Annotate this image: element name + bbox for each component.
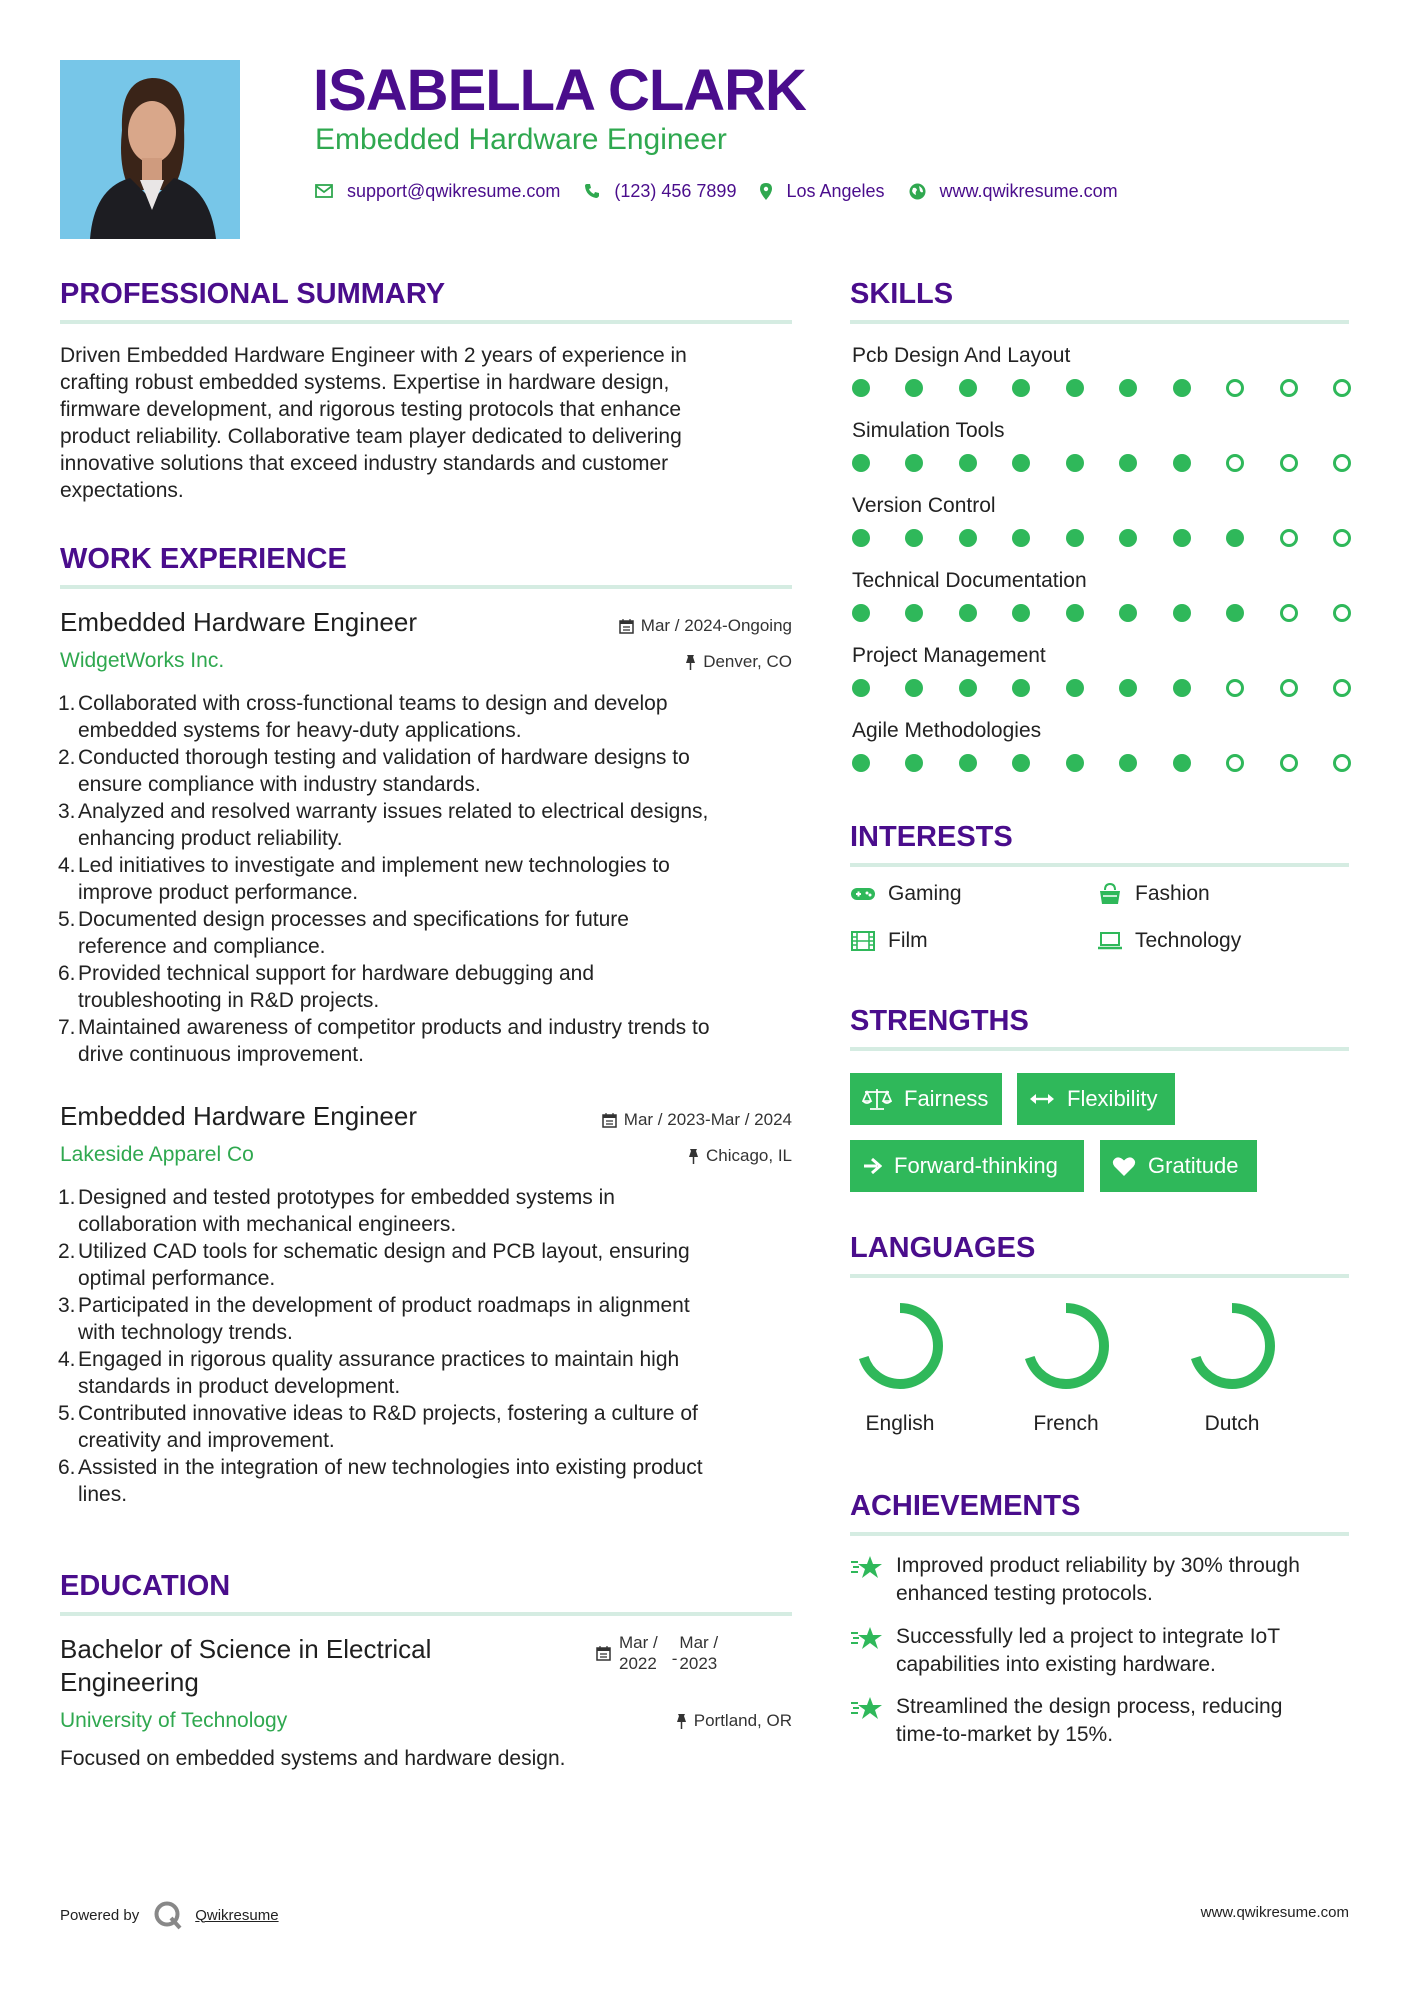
job-location-text: Chicago, IL — [706, 1146, 792, 1165]
list-item: 2. Conducted thorough testing and validation of hardware designs to ensure compliance with industry standards. — [58, 746, 690, 796]
footer-powered-by — [60, 1900, 279, 1930]
calendar-icon — [619, 619, 634, 634]
education-description: Focused on embedded systems and hardware design. — [60, 1747, 566, 1770]
job-location — [470, 652, 792, 672]
powered-by-text: Powered by — [60, 1906, 140, 1924]
summary-line: crafting robust embedded systems. Expertise in hardware design, — [60, 371, 670, 394]
skill-rating — [852, 679, 1351, 699]
interest-film — [850, 929, 928, 953]
skill-rating — [852, 604, 1351, 624]
school-name: University of Technology — [60, 1709, 288, 1732]
rating-dot-filled — [852, 379, 870, 397]
list-item: 5. Documented design processes and specifications for future reference and compliance. — [58, 908, 629, 958]
rating-dot-filled — [905, 379, 923, 397]
contact-email[interactable]: support@qwikresume.com — [347, 180, 561, 201]
job-bullets — [60, 690, 805, 1068]
rating-dot-filled — [1066, 754, 1084, 772]
phone-icon — [584, 183, 600, 199]
globe-icon — [909, 183, 926, 200]
language-name: French — [1033, 1412, 1099, 1435]
rating-dot-filled — [1226, 529, 1244, 547]
language-name: English — [865, 1412, 935, 1435]
rating-dot-filled — [1119, 379, 1137, 397]
interest-label: Film — [888, 929, 928, 952]
rating-dot-empty — [1226, 754, 1244, 772]
languages-divider — [850, 1274, 1349, 1278]
strengths-divider — [850, 1047, 1349, 1051]
list-item: 6. Provided technical support for hardware debugging and troubleshooting in R&D projects. — [58, 962, 595, 1012]
profile-photo — [60, 60, 240, 239]
rating-dot-empty — [1333, 679, 1351, 697]
skill-name: Project Management — [852, 644, 1046, 667]
pushpin-icon — [688, 1149, 699, 1164]
rating-dot-filled — [959, 379, 977, 397]
degree-line: Engineering — [60, 1667, 199, 1697]
languages-heading: LANGUAGES — [850, 1232, 1036, 1264]
skills-heading: SKILLS — [850, 278, 954, 310]
achievement-text: Successfully led a project to integrate IoT capabilities into existing hardware. — [896, 1625, 1281, 1676]
language-ring — [850, 1296, 950, 1396]
rating-dot-empty — [1333, 454, 1351, 472]
education-date — [596, 1632, 718, 1674]
envelope-icon — [315, 184, 333, 198]
rating-dot-filled — [1066, 679, 1084, 697]
job-date — [470, 616, 792, 636]
skill-name: Pcb Design And Layout — [852, 344, 1071, 367]
rating-dot-filled — [905, 454, 923, 472]
job-date — [470, 1110, 792, 1130]
shopping-bag-icon — [1097, 882, 1123, 906]
rating-dot-filled — [852, 754, 870, 772]
star-icon — [850, 1695, 884, 1749]
list-item: 1. Collaborated with cross-functional teams to design and develop embedded systems for heavy-duty applications. — [58, 692, 668, 742]
job-date-text: Mar / 2024-Ongoing — [640, 616, 792, 635]
rating-dot-filled — [1012, 454, 1030, 472]
interest-gaming — [850, 882, 962, 906]
job-bullets — [60, 1184, 805, 1508]
strengths-heading: STRENGTHS — [850, 1005, 1029, 1037]
rating-dot-filled — [1066, 529, 1084, 547]
skill-row — [852, 567, 1351, 642]
list-item: 5. Contributed innovative ideas to R&D projects, fostering a culture of creativity and improvement. — [58, 1402, 698, 1452]
rating-dot-filled — [1173, 379, 1191, 397]
summary-heading: PROFESSIONAL SUMMARY — [60, 278, 446, 310]
skills-list — [852, 342, 1351, 792]
degree-title — [60, 1633, 431, 1699]
job-company: WidgetWorks Inc. — [60, 649, 225, 672]
strength-label: Fairness — [904, 1086, 989, 1111]
experience-divider — [60, 585, 792, 589]
footer-url[interactable]: www.qwikresume.com — [1200, 1904, 1349, 1921]
skill-row — [852, 342, 1351, 417]
list-item: 4. Led initiatives to investigate and implement new technologies to improve product performance. — [58, 854, 670, 904]
skill-row — [852, 717, 1351, 792]
language-item — [1172, 1296, 1292, 1436]
rating-dot-filled — [1012, 379, 1030, 397]
rating-dot-filled — [1012, 529, 1030, 547]
interest-label: Technology — [1135, 929, 1242, 952]
candidate-role: Embedded Hardware Engineer — [315, 123, 727, 156]
rating-dot-filled — [852, 529, 870, 547]
star-icon — [850, 1625, 884, 1679]
date-separator: - — [671, 1649, 678, 1668]
rating-dot-empty — [1280, 679, 1298, 697]
strength-tag-gratitude — [1100, 1140, 1257, 1192]
list-item: 6. Assisted in the integration of new technologies into existing product lines. — [58, 1456, 703, 1506]
rating-dot-filled — [959, 529, 977, 547]
pushpin-icon — [676, 1714, 687, 1729]
rating-dot-filled — [852, 604, 870, 622]
achievement-text: Improved product reliability by 30% through enhanced testing protocols. — [896, 1554, 1300, 1605]
rating-dot-empty — [1280, 604, 1298, 622]
achievement-text: Streamlined the design process, reducing time-to-market by 15%. — [896, 1695, 1283, 1746]
rating-dot-filled — [1012, 679, 1030, 697]
language-level-arc — [1194, 1308, 1270, 1384]
map-pin-icon — [760, 183, 772, 200]
gamepad-icon — [850, 882, 876, 906]
list-item: 1. Designed and tested prototypes for embedded systems in collaboration with mechanical engineers. — [58, 1186, 615, 1236]
footer-brand-link[interactable]: Qwikresume — [195, 1906, 279, 1924]
skill-row — [852, 417, 1351, 492]
rating-dot-filled — [905, 754, 923, 772]
rating-dot-filled — [1066, 604, 1084, 622]
balance-scale-icon — [862, 1087, 892, 1111]
rating-dot-filled — [1119, 679, 1137, 697]
star-icon — [850, 1554, 884, 1608]
rating-dot-filled — [959, 754, 977, 772]
strength-tag-fairness — [850, 1073, 1002, 1125]
skill-rating — [852, 754, 1351, 774]
contact-location: Los Angeles — [786, 180, 885, 201]
rating-dot-filled — [1066, 454, 1084, 472]
strength-tag-forward-thinking — [850, 1140, 1084, 1192]
language-ring — [1016, 1296, 1116, 1396]
rating-dot-filled — [1173, 679, 1191, 697]
skill-row — [852, 642, 1351, 717]
degree-line: Bachelor of Science in Electrical — [60, 1634, 432, 1664]
rating-dot-filled — [959, 679, 977, 697]
summary-line: Driven Embedded Hardware Engineer with 2 years of experience in — [60, 344, 687, 367]
rating-dot-filled — [1119, 604, 1137, 622]
summary-line: innovative solutions that exceed industry standards and customer — [60, 452, 669, 475]
interest-fashion — [1097, 882, 1210, 906]
rating-dot-empty — [1226, 379, 1244, 397]
rating-dot-filled — [1012, 604, 1030, 622]
rating-dot-filled — [1119, 454, 1137, 472]
skill-name: Simulation Tools — [852, 419, 1005, 442]
language-item — [1006, 1296, 1126, 1436]
pushpin-icon — [685, 655, 696, 670]
language-name: Dutch — [1204, 1412, 1260, 1435]
job-location-text: Denver, CO — [703, 652, 792, 671]
job-date-text: Mar / 2023-Mar / 2024 — [623, 1110, 792, 1129]
rating-dot-empty — [1226, 454, 1244, 472]
skill-rating — [852, 529, 1351, 549]
interest-label: Gaming — [888, 882, 962, 905]
rating-dot-filled — [1226, 604, 1244, 622]
education-start: Mar / 2022 — [619, 1633, 658, 1673]
strength-tag-flexibility — [1017, 1073, 1175, 1125]
summary-line: expectations. — [60, 479, 184, 502]
strength-label: Gratitude — [1148, 1153, 1239, 1178]
school-location — [470, 1711, 792, 1731]
contact-website[interactable]: www.qwikresume.com — [939, 180, 1118, 201]
rating-dot-filled — [959, 454, 977, 472]
summary-line: product reliability. Collaborative team player dedicated to delivering — [60, 425, 682, 448]
skill-rating — [852, 454, 1351, 474]
language-item — [840, 1296, 960, 1436]
rating-dot-filled — [1173, 529, 1191, 547]
qwikresume-logo-icon — [153, 1900, 183, 1930]
arrows-horizontal-icon — [1029, 1092, 1055, 1106]
rating-dot-empty — [1280, 529, 1298, 547]
rating-dot-empty — [1333, 379, 1351, 397]
language-level-arc — [1028, 1308, 1104, 1384]
rating-dot-filled — [1119, 754, 1137, 772]
summary-divider — [60, 320, 792, 324]
list-item: 3. Analyzed and resolved warranty issues related to electrical designs, enhancing product reliability. — [58, 800, 709, 850]
rating-dot-empty — [1333, 529, 1351, 547]
language-ring — [1182, 1296, 1282, 1396]
skill-row — [852, 492, 1351, 567]
rating-dot-filled — [1173, 754, 1191, 772]
experience-heading: WORK EXPERIENCE — [60, 543, 347, 575]
skill-rating — [852, 379, 1351, 399]
education-divider — [60, 1612, 792, 1616]
strength-label: Flexibility — [1067, 1086, 1158, 1111]
job-title: Embedded Hardware Engineer — [60, 1101, 417, 1131]
job-location — [470, 1146, 792, 1166]
skills-divider — [850, 320, 1349, 324]
interests-heading: INTERESTS — [850, 821, 1013, 853]
rating-dot-filled — [1066, 379, 1084, 397]
summary-line: firmware development, and rigorous testing protocols that enhance — [60, 398, 682, 421]
rating-dot-filled — [905, 604, 923, 622]
interest-technology — [1097, 929, 1241, 953]
education-heading: EDUCATION — [60, 1570, 231, 1602]
rating-dot-empty — [1280, 754, 1298, 772]
skill-name: Version Control — [852, 494, 996, 517]
list-item: 7. Maintained awareness of competitor products and industry trends to drive continuous improvement. — [58, 1016, 710, 1066]
film-icon — [850, 929, 876, 953]
interests-divider — [850, 863, 1349, 867]
achievements-divider — [850, 1532, 1349, 1536]
rating-dot-empty — [1333, 604, 1351, 622]
rating-dot-filled — [959, 604, 977, 622]
language-level-arc — [862, 1308, 938, 1384]
achievements-heading: ACHIEVEMENTS — [850, 1490, 1081, 1522]
school-location-text: Portland, OR — [693, 1711, 792, 1730]
laptop-icon — [1097, 929, 1123, 953]
rating-dot-empty — [1280, 379, 1298, 397]
achievement-item — [850, 1623, 1350, 1679]
achievement-item — [850, 1552, 1350, 1608]
list-item: 4. Engaged in rigorous quality assurance practices to maintain high standards in product development. — [58, 1348, 680, 1398]
summary-text — [60, 342, 800, 504]
strength-label: Forward-thinking — [894, 1153, 1058, 1178]
rating-dot-empty — [1333, 754, 1351, 772]
rating-dot-filled — [905, 529, 923, 547]
skill-name: Agile Methodologies — [852, 719, 1042, 742]
rating-dot-filled — [1173, 454, 1191, 472]
list-item: 2. Utilized CAD tools for schematic design and PCB layout, ensuring optimal performance. — [58, 1240, 690, 1290]
contact-phone[interactable]: (123) 456 7899 — [614, 180, 737, 201]
arrow-right-icon — [862, 1157, 882, 1175]
calendar-icon — [602, 1113, 617, 1128]
rating-dot-filled — [852, 454, 870, 472]
calendar-icon — [596, 1646, 611, 1661]
rating-dot-filled — [1119, 529, 1137, 547]
rating-dot-empty — [1280, 454, 1298, 472]
rating-dot-filled — [1173, 604, 1191, 622]
rating-dot-filled — [905, 679, 923, 697]
achievement-item — [850, 1693, 1350, 1749]
job-title: Embedded Hardware Engineer — [60, 607, 417, 637]
rating-dot-filled — [1012, 754, 1030, 772]
candidate-name: ISABELLA CLARK — [313, 58, 806, 123]
list-item: 3. Participated in the development of product roadmaps in alignment with technology trends. — [58, 1294, 690, 1344]
skill-name: Technical Documentation — [852, 569, 1087, 592]
education-end: Mar / 2023 — [679, 1633, 719, 1673]
heart-icon — [1112, 1156, 1136, 1177]
job-company: Lakeside Apparel Co — [60, 1143, 254, 1166]
rating-dot-filled — [852, 679, 870, 697]
contact-bar — [315, 176, 1142, 206]
interest-label: Fashion — [1135, 882, 1210, 905]
rating-dot-empty — [1226, 679, 1244, 697]
